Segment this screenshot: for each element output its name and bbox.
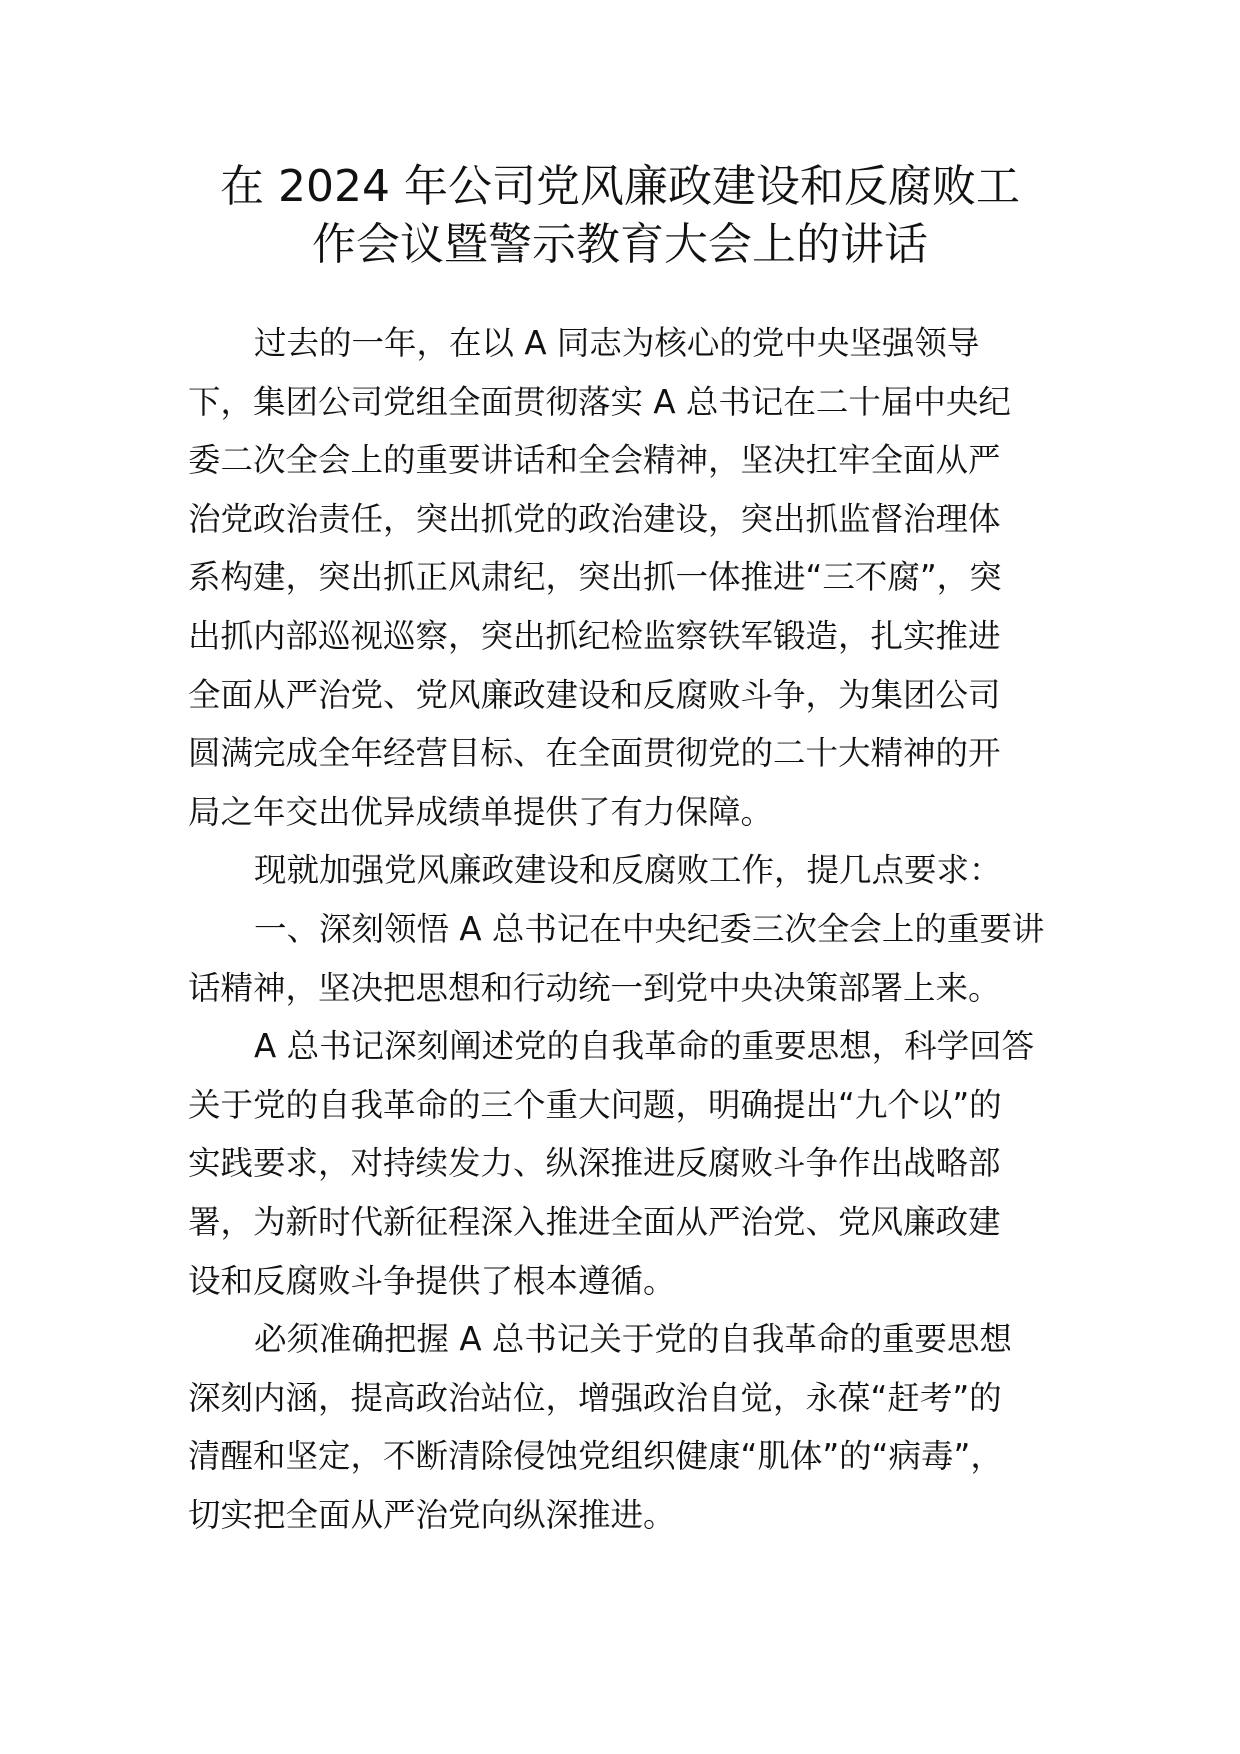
document-title bbox=[150, 158, 1090, 274]
paragraph-3-line: 关于党的自我革命的三个重大问题，明确提出“九个以”的 bbox=[188, 1085, 1002, 1124]
paragraph-2-line: 现就加强党风廉政建设和反腐败工作，提几点要求： bbox=[254, 851, 1002, 890]
section-heading-line: 话精神，坚决把思想和行动统一到党中央决策部署上来。 bbox=[188, 968, 1001, 1007]
paragraph-3-line: A 总书记深刻阐述党的自我革命的重要思想，科学回答 bbox=[254, 1027, 1035, 1066]
paragraph-4-line: 深刻内涵，提高政治站位，增强政治自觉，永葆“赶考”的 bbox=[188, 1378, 1002, 1417]
paragraph-1-line: 局之年交出优异成绩单提供了有力保障。 bbox=[188, 792, 774, 831]
paragraph-1-line: 全面从严治党、党风廉政建设和反腐败斗争，为集团公司 bbox=[188, 675, 1001, 714]
paragraph-1-line: 委二次全会上的重要讲话和全会精神，坚决扛牢全面从严 bbox=[188, 441, 1001, 480]
paragraph-1-line: 治党政治责任，突出抓党的政治建设，突出抓监督治理体 bbox=[188, 499, 1001, 538]
document-body bbox=[188, 314, 1068, 1544]
section-heading-line: 一、深刻领悟 A 总书记在中央纪委三次全会上的重要讲 bbox=[254, 909, 1045, 948]
paragraph-1-line: 圆满完成全年经营目标、在全面贯彻党的二十大精神的开 bbox=[188, 734, 1001, 773]
paragraph-1-line: 过去的一年，在以 A 同志为核心的党中央坚强领导 bbox=[254, 324, 980, 362]
paragraph-4-line: 切实把全面从严治党向纵深推进。 bbox=[188, 1495, 676, 1534]
paragraph-1-line: 系构建，突出抓正风肃纪，突出抓一体推进“三不腐”，突 bbox=[188, 558, 1002, 597]
paragraph-3-line: 设和反腐败斗争提供了根本遵循。 bbox=[188, 1261, 676, 1300]
paragraph-4-line: 必须准确把握 A 总书记关于党的自我革命的重要思想 bbox=[254, 1320, 1012, 1359]
paragraph-1-line: 出抓内部巡视巡察，突出抓纪检监察铁军锻造，扎实推进 bbox=[188, 616, 1001, 655]
paragraph-4-line: 清醒和坚定，不断清除侵蚀党组织健康“肌体”的“病毒”， bbox=[188, 1437, 1003, 1476]
paragraph-3-line: 署，为新时代新征程深入推进全面从严治党、党风廉政建 bbox=[188, 1202, 1001, 1241]
paragraph-3-line: 实践要求，对持续发力、纵深推进反腐败斗争作出战略部 bbox=[188, 1144, 1001, 1183]
title-line-1: 在 2024 年公司党风廉政建设和反腐败工 bbox=[220, 161, 1020, 212]
title-line-2: 作会议暨警示教育大会上的讲话 bbox=[312, 219, 928, 270]
paragraph-1-line: 下，集团公司党组全面贯彻落实 A 总书记在二十届中央纪 bbox=[188, 382, 1011, 421]
